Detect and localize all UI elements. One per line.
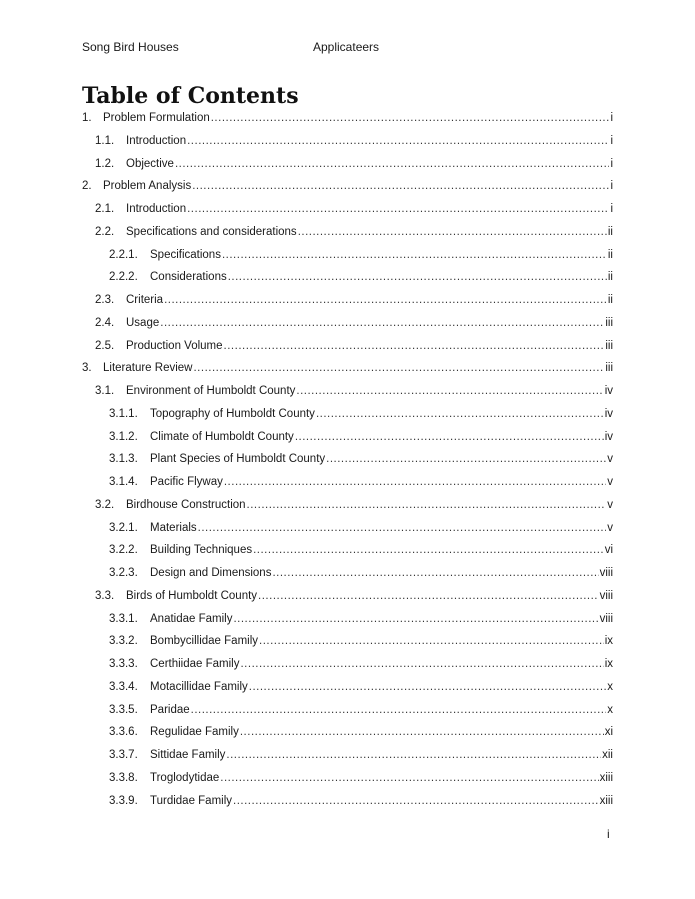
toc-entry-title: Sittidae Family (150, 749, 226, 761)
toc-entry-page-number: viii (599, 567, 613, 579)
toc-entry[interactable] (82, 153, 613, 176)
toc-entry[interactable] (82, 312, 613, 335)
toc-entry-page-number: v (607, 521, 613, 534)
toc-entry-page-number: ix (604, 658, 613, 670)
toc-entry[interactable] (82, 721, 613, 744)
toc-entry-number: 3.3.7. (109, 749, 138, 761)
toc-dot-leader (296, 380, 603, 403)
toc-entry-page-number: ii (607, 225, 613, 238)
toc-entry[interactable] (82, 380, 613, 403)
toc-entry[interactable] (82, 289, 613, 312)
toc-dot-leader (253, 539, 604, 562)
toc-dot-leader (224, 335, 605, 358)
toc-entry-number: 3.1.3. (109, 453, 138, 466)
toc-entry-page-number: viii (599, 612, 613, 625)
toc-entry[interactable] (82, 608, 613, 631)
toc-entry[interactable] (82, 585, 613, 608)
toc-entry-number: 3.3. (95, 589, 115, 602)
toc-entry-number: 3.3.3. (109, 658, 138, 670)
toc-entry-title: Turdidae Family (150, 794, 233, 807)
toc-entry-title: Building Techniques (150, 544, 253, 557)
toc-dot-leader (316, 403, 604, 426)
toc-dot-leader (326, 448, 606, 471)
toc-entry-page-number: ix (604, 635, 613, 648)
toc-entry[interactable] (82, 357, 613, 380)
toc-entry-number: 3.3.4. (109, 680, 138, 693)
toc-entry-title: Production Volume (126, 339, 223, 352)
header-team-name: Applicateers (313, 40, 380, 54)
toc-entry-title: Troglodytidae (150, 771, 220, 784)
toc-entry-number: 2.2. (95, 225, 115, 238)
toc-entry-page-number: iv (604, 430, 613, 443)
toc-entry-title: Certhiidae Family (150, 658, 240, 670)
toc-entry-title: Climate of Humboldt County (150, 430, 294, 443)
toc-entry-number: 2.1. (95, 203, 115, 215)
toc-entry-page-number: xiii (599, 794, 613, 807)
toc-entry[interactable] (82, 562, 613, 585)
header-document-title: Song Bird Houses (82, 40, 179, 54)
toc-entry-page-number: v (607, 476, 613, 488)
toc-entry-title: Paridae (150, 703, 190, 716)
toc-dot-leader (259, 630, 604, 653)
toc-entry-page-number: iv (604, 385, 613, 397)
toc-dot-leader (193, 357, 604, 380)
toc-dot-leader (228, 266, 607, 289)
toc-entry-title: Objective (126, 157, 174, 170)
toc-entry-number: 3.1.4. (109, 476, 138, 488)
toc-dot-leader (233, 608, 598, 631)
toc-entry-page-number: i (610, 134, 613, 147)
toc-entry-title: Introduction (126, 203, 187, 215)
toc-entry-title: Problem Formulation (103, 112, 210, 124)
toc-entry-page-number: ii (607, 271, 613, 284)
table-of-contents (82, 107, 613, 812)
toc-entry-number: 3.2.3. (109, 567, 138, 579)
toc-dot-leader (295, 426, 604, 449)
toc-entry[interactable] (82, 107, 613, 130)
toc-entry-page-number: i (610, 203, 613, 215)
toc-dot-leader (211, 107, 610, 130)
toc-dot-leader (224, 471, 606, 494)
toc-dot-leader (226, 744, 601, 767)
toc-entry-number: 2.2.2. (109, 271, 138, 284)
toc-dot-leader (160, 312, 604, 335)
toc-entry[interactable] (82, 266, 613, 289)
toc-dot-leader (240, 721, 604, 744)
toc-entry-page-number: i (610, 180, 613, 193)
toc-entry[interactable] (82, 448, 613, 471)
toc-dot-leader (164, 289, 607, 312)
toc-entry-number: 3.2.1. (109, 521, 138, 534)
toc-dot-leader (175, 153, 610, 176)
toc-entry-title: Literature Review (103, 362, 193, 375)
toc-entry[interactable] (82, 630, 613, 653)
toc-entry[interactable] (82, 676, 613, 699)
toc-dot-leader (220, 767, 598, 790)
toc-entry-number: 3.3.9. (109, 794, 138, 807)
toc-entry-title: Environment of Humboldt County (126, 385, 296, 397)
toc-dot-leader (192, 175, 609, 198)
toc-entry-page-number: v (607, 498, 613, 511)
toc-entry-number: 3.2. (95, 498, 115, 511)
toc-entry-page-number: iv (604, 407, 613, 420)
toc-dot-leader (222, 244, 607, 267)
toc-dot-leader (247, 494, 607, 517)
toc-entry[interactable] (82, 426, 613, 449)
toc-entry-title: Design and Dimensions (150, 567, 272, 579)
toc-entry[interactable] (82, 335, 613, 358)
toc-entry[interactable] (82, 653, 613, 676)
toc-dot-leader (298, 221, 607, 244)
toc-entry-page-number: v (607, 453, 613, 466)
toc-entry-page-number: iii (605, 339, 613, 352)
toc-entry-number: 2.5. (95, 339, 115, 352)
footer-page-number: i (607, 827, 610, 841)
toc-entry-title: Criteria (126, 294, 164, 306)
toc-entry-title: Specifications and considerations (126, 225, 297, 238)
toc-entry-number: 1.1. (95, 134, 115, 147)
toc-entry-number: 1. (82, 112, 92, 124)
toc-entry-number: 3.1.1. (109, 407, 138, 420)
toc-dot-leader (249, 676, 606, 699)
page-title: Table of Contents (82, 83, 299, 109)
toc-entry-page-number: ii (607, 248, 613, 261)
toc-entry[interactable] (82, 744, 613, 767)
toc-entry-title: Regulidae Family (150, 726, 239, 739)
toc-entry[interactable] (82, 517, 613, 540)
toc-entry-number: 3.1. (95, 385, 115, 397)
toc-dot-leader (191, 699, 607, 722)
toc-dot-leader (198, 517, 607, 540)
toc-entry-page-number: xiii (599, 771, 613, 784)
toc-entry-page-number: i (610, 112, 613, 124)
toc-entry-page-number: ii (607, 294, 613, 306)
toc-entry-number: 3.3.8. (109, 771, 138, 784)
toc-entry[interactable] (82, 403, 613, 426)
toc-entry-number: 1.2. (95, 157, 115, 170)
toc-entry-title: Anatidae Family (150, 612, 233, 625)
toc-entry-title: Topography of Humboldt County (150, 407, 315, 420)
toc-entry[interactable] (82, 471, 613, 494)
toc-dot-leader (187, 198, 609, 221)
toc-dot-leader (258, 585, 599, 608)
toc-entry-page-number: iii (605, 362, 613, 375)
toc-entry-number: 3.1.2. (109, 430, 138, 443)
toc-entry-title: Introduction (126, 134, 187, 147)
toc-entry-number: 3.3.6. (109, 726, 138, 739)
toc-entry-title: Birds of Humboldt County (126, 589, 258, 602)
toc-entry-title: Problem Analysis (103, 180, 192, 193)
toc-entry[interactable] (82, 198, 613, 221)
toc-entry-title: Pacific Flyway (150, 476, 223, 488)
toc-entry-page-number: i (610, 157, 613, 170)
toc-entry[interactable] (82, 790, 613, 813)
toc-dot-leader (272, 562, 598, 585)
toc-entry-title: Motacillidae Family (150, 680, 248, 693)
toc-entry-title: Materials (150, 521, 197, 534)
toc-entry[interactable] (82, 767, 613, 790)
toc-entry-page-number: vi (604, 544, 613, 557)
toc-dot-leader (233, 790, 599, 813)
toc-entry[interactable] (82, 539, 613, 562)
toc-entry-number: 2.3. (95, 294, 115, 306)
toc-entry-number: 3. (82, 362, 92, 375)
toc-entry[interactable] (82, 175, 613, 198)
toc-entry-number: 3.3.5. (109, 703, 138, 716)
toc-entry-number: 2.2.1. (109, 248, 138, 261)
toc-entry[interactable] (82, 699, 613, 722)
toc-entry-number: 2.4. (95, 316, 115, 329)
toc-entry[interactable] (82, 494, 613, 517)
toc-entry-number: 3.2.2. (109, 544, 138, 557)
toc-entry-title: Bombycillidae Family (150, 635, 259, 648)
toc-entry-page-number: iii (605, 316, 613, 329)
toc-entry-page-number: x (607, 680, 613, 693)
toc-entry-page-number: viii (599, 589, 613, 602)
toc-dot-leader (187, 130, 609, 153)
toc-entry-number: 3.3.2. (109, 635, 138, 648)
toc-dot-leader (240, 653, 603, 676)
toc-entry-title: Specifications (150, 248, 221, 261)
toc-entry[interactable] (82, 221, 613, 244)
toc-entry-title: Birdhouse Construction (126, 498, 246, 511)
toc-entry[interactable] (82, 244, 613, 267)
toc-entry-number: 3.3.1. (109, 612, 138, 625)
toc-entry-page-number: xii (602, 749, 613, 761)
toc-entry-number: 2. (82, 180, 92, 193)
toc-entry-title: Usage (126, 316, 160, 329)
toc-entry-page-number: x (607, 703, 613, 716)
toc-entry[interactable] (82, 130, 613, 153)
toc-entry-title: Plant Species of Humboldt County (150, 453, 326, 466)
toc-entry-page-number: xi (604, 726, 613, 739)
toc-entry-title: Considerations (150, 271, 227, 284)
